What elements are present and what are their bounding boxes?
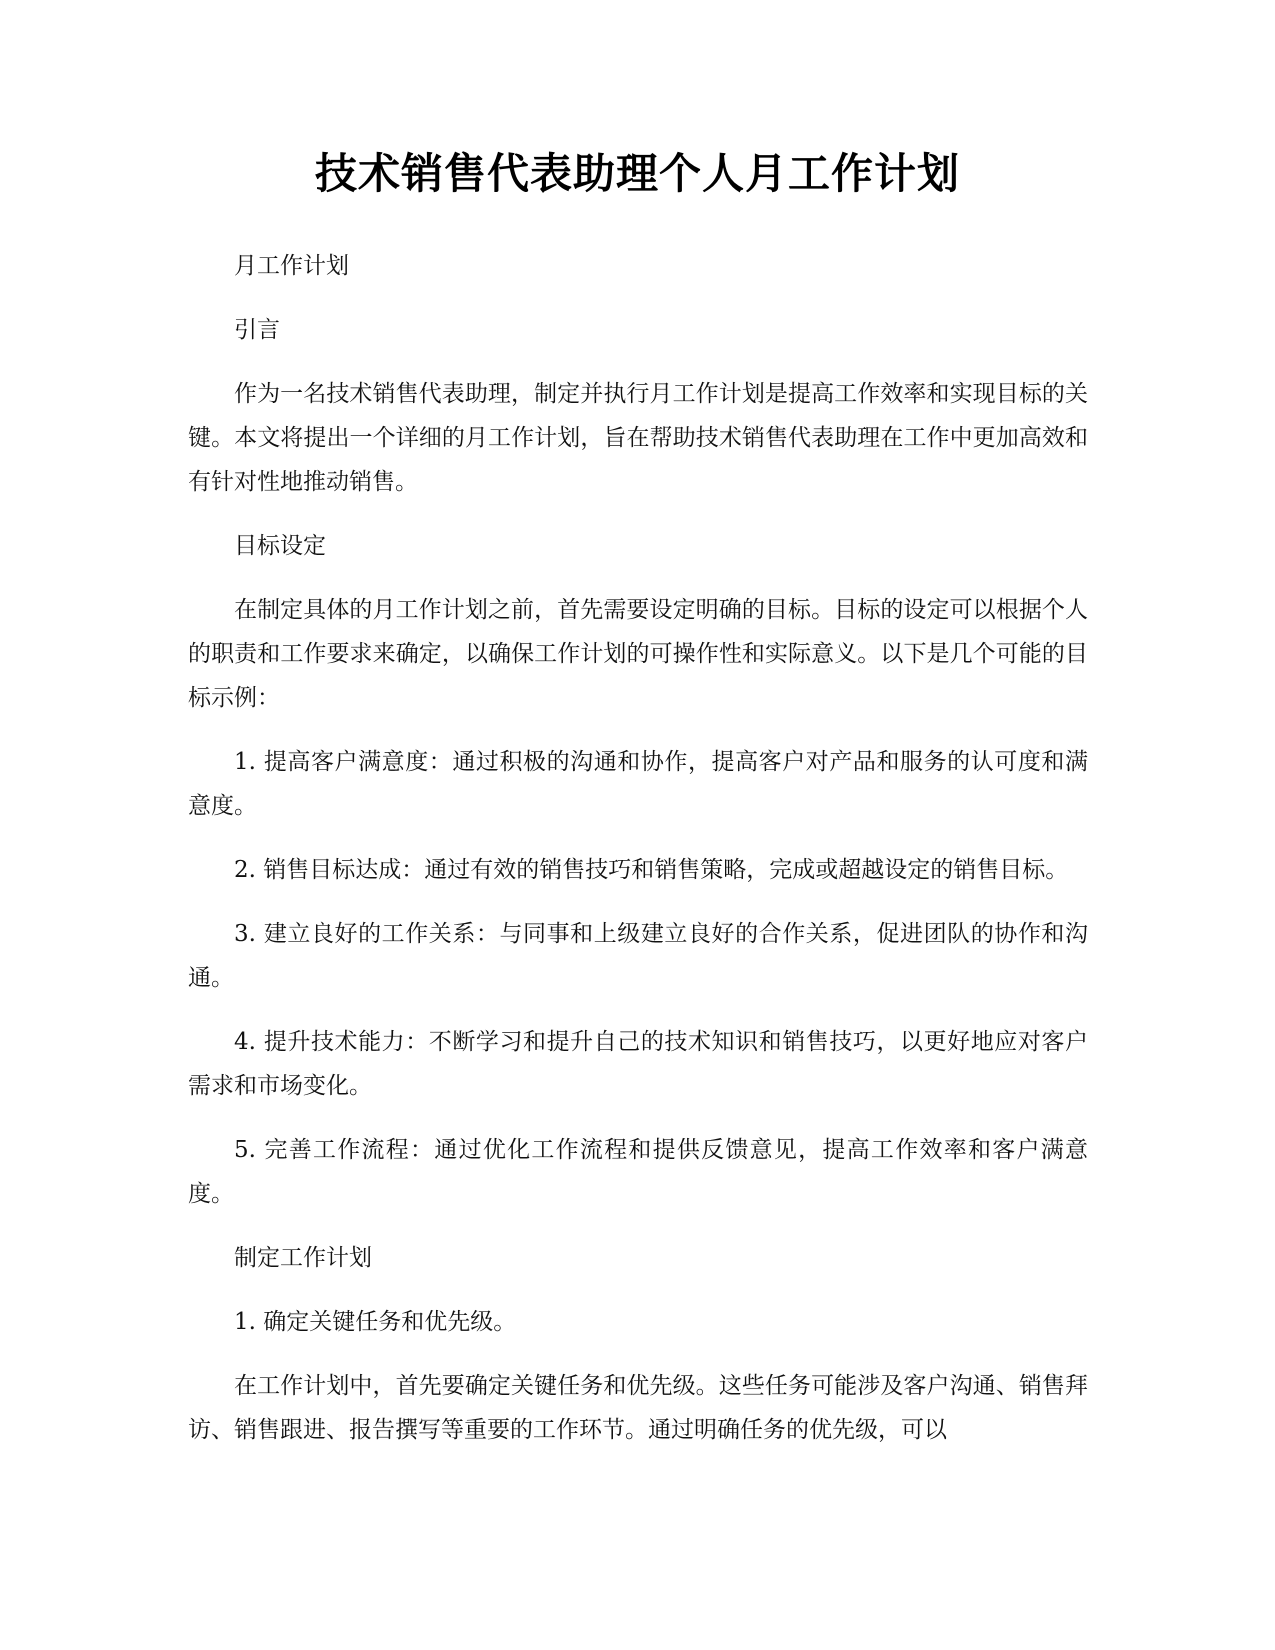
goal-item-5: 5. 完善工作流程：通过优化工作流程和提供反馈意见，提高工作效率和客户满意度。 (188, 1137, 1088, 1207)
document-title: 技术销售代表助理个人月工作计划 (314, 149, 960, 198)
section-heading-goal-setting: 目标设定 (234, 533, 326, 559)
goal-setting-paragraph: 在制定具体的月工作计划之前，首先需要设定明确的目标。目标的设定可以根据个人的职责和工作要求来确定，以确保工作计划的可操作性和实际意义。以下是几个可能的目标示例： (188, 597, 1088, 711)
goal-item-2: 2. 销售目标达成：通过有效的销售技巧和销售策略，完成或超越设定的销售目标。 (234, 857, 1069, 883)
intro-paragraph: 作为一名技术销售代表助理，制定并执行月工作计划是提高工作效率和实现目标的关键。本文将提出一个详细的月工作计划，旨在帮助技术销售代表助理在工作中更加高效和有针对性地推动销售。 (188, 381, 1088, 495)
section-heading-monthly-plan: 月工作计划 (234, 253, 349, 279)
plan-step-1: 1. 确定关键任务和优先级。 (234, 1309, 517, 1335)
section-heading-work-plan: 制定工作计划 (234, 1245, 372, 1271)
goal-item-1: 1. 提高客户满意度：通过积极的沟通和协作，提高客户对产品和服务的认可度和满意度。 (188, 749, 1088, 819)
plan-step-1-paragraph: 在工作计划中，首先要确定关键任务和优先级。这些任务可能涉及客户沟通、销售拜访、销售跟进、报告撰写等重要的工作环节。通过明确任务的优先级，可以 (188, 1373, 1088, 1443)
document-body (188, 244, 1088, 1472)
section-heading-introduction: 引言 (234, 317, 280, 343)
goal-item-3: 3. 建立良好的工作关系：与同事和上级建立良好的合作关系，促进团队的协作和沟通。 (188, 921, 1088, 991)
goal-item-4: 4. 提升技术能力：不断学习和提升自己的技术知识和销售技巧，以更好地应对客户需求和市场变化。 (188, 1029, 1088, 1099)
